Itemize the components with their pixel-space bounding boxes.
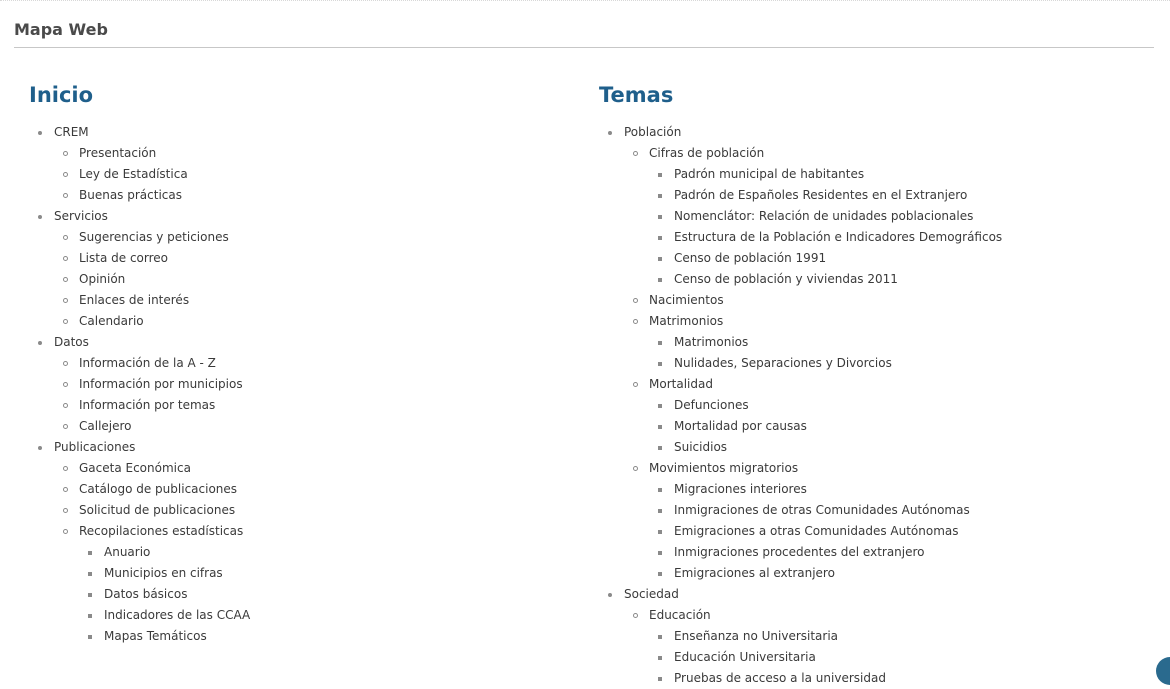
- sitemap-link[interactable]: Mortalidad por causas: [674, 419, 807, 433]
- bullet-icon: [63, 319, 68, 324]
- sitemap-link[interactable]: Población: [624, 125, 682, 139]
- bullet-icon: [38, 131, 42, 135]
- sitemap-link[interactable]: Enseñanza no Universitaria: [674, 629, 839, 643]
- sitemap-item-presentacion: [54, 143, 569, 164]
- sitemap-link[interactable]: Emigraciones al extranjero: [674, 566, 835, 580]
- bullet-icon: [63, 403, 68, 408]
- page-title: Mapa Web: [14, 20, 108, 39]
- bullet-icon: [658, 551, 662, 555]
- sitemap-item-mapas-tematicos: [79, 626, 569, 647]
- bullet-icon: [63, 508, 68, 513]
- sitemap-link[interactable]: Educación: [649, 608, 711, 622]
- sitemap-link[interactable]: Publicaciones: [54, 440, 136, 454]
- sitemap-link[interactable]: Gaceta Económica: [79, 461, 191, 475]
- bullet-icon: [88, 593, 92, 597]
- bullet-icon: [658, 425, 662, 429]
- sitemap-item-anuario: [79, 542, 569, 563]
- sitemap-item-datos-basicos: [79, 584, 569, 605]
- bullet-icon: [633, 319, 638, 324]
- sitemap-link[interactable]: Lista de correo: [79, 251, 169, 265]
- sitemap-item-nomenclator-relacion-de-unidades-poblacionales: [649, 206, 1159, 227]
- sitemap-link[interactable]: Ley de Estadística: [79, 167, 188, 181]
- sitemap-link[interactable]: Pruebas de acceso a la universidad: [674, 671, 886, 685]
- sitemap-item-ensenanza-no-universitaria: [649, 626, 1159, 647]
- sitemap-item-catalogo-de-publicaciones: [54, 479, 569, 500]
- sitemap-sublist: [649, 479, 1159, 584]
- bullet-icon: [88, 572, 92, 576]
- sitemap-item-matrimonios: [649, 332, 1159, 353]
- bullet-icon: [658, 656, 662, 660]
- sitemap-link[interactable]: Presentación: [79, 146, 157, 160]
- sitemap-link[interactable]: Nomenclátor: Relación de unidades poblacionales: [674, 209, 974, 223]
- sitemap-sublist: [79, 542, 569, 647]
- sitemap-item-servicios: [29, 206, 569, 332]
- sitemap-sublist: [649, 332, 1159, 374]
- temas-section: [599, 80, 1159, 689]
- sitemap-link[interactable]: Calendario: [79, 314, 144, 328]
- bullet-icon: [658, 488, 662, 492]
- sitemap-item-mortalidad-por-causas: [649, 416, 1159, 437]
- sitemap-link[interactable]: Opinión: [79, 272, 126, 286]
- bullet-icon: [658, 404, 662, 408]
- sitemap-item-callejero: [54, 416, 569, 437]
- bullet-icon: [658, 236, 662, 240]
- bullet-icon: [658, 677, 662, 681]
- sitemap-item-crem: [29, 122, 569, 206]
- bullet-icon: [658, 446, 662, 450]
- sitemap-item-gaceta-economica: [54, 458, 569, 479]
- sitemap-item-matrimonios: [624, 311, 1159, 374]
- bullet-icon: [63, 424, 68, 429]
- temas-tree: [599, 122, 1159, 689]
- top-divider: [0, 0, 1170, 1]
- sitemap-item-sociedad: [599, 584, 1159, 689]
- bullet-icon: [658, 635, 662, 639]
- sitemap-item-censo-de-poblacion-1991: [649, 248, 1159, 269]
- sitemap-item-lista-de-correo: [54, 248, 569, 269]
- bullet-icon: [658, 341, 662, 345]
- bullet-icon: [658, 509, 662, 513]
- sitemap-item-cifras-de-poblacion: [624, 143, 1159, 290]
- bullet-icon: [63, 466, 68, 471]
- sitemap-item-educacion-universitaria: [649, 647, 1159, 668]
- bullet-icon: [38, 341, 42, 345]
- temas-heading: Temas: [599, 83, 674, 107]
- sitemap-link[interactable]: Matrimonios: [674, 335, 749, 349]
- sitemap-item-recopilaciones-estadisticas: [54, 521, 569, 647]
- sitemap-link[interactable]: Cifras de población: [649, 146, 765, 160]
- bullet-icon: [633, 151, 638, 156]
- sitemap-item-poblacion: [599, 122, 1159, 584]
- sitemap-item-ley-de-estadistica: [54, 164, 569, 185]
- sitemap-link[interactable]: CREM: [54, 125, 89, 139]
- bullet-icon: [63, 529, 68, 534]
- bullet-icon: [38, 215, 42, 219]
- sitemap-item-informacion-por-municipios: [54, 374, 569, 395]
- bullet-icon: [658, 362, 662, 366]
- sitemap-link[interactable]: Inmigraciones de otras Comunidades Autónomas: [674, 503, 970, 517]
- inicio-heading: Inicio: [29, 83, 94, 107]
- bullet-icon: [633, 382, 638, 387]
- sitemap-link[interactable]: Catálogo de publicaciones: [79, 482, 238, 496]
- bullet-icon: [633, 298, 638, 303]
- sitemap-sublist: [649, 395, 1159, 458]
- sitemap-item-nacimientos: [624, 290, 1159, 311]
- sitemap-link[interactable]: Datos básicos: [104, 587, 188, 601]
- bullet-icon: [88, 614, 92, 618]
- sitemap-link[interactable]: Inmigraciones procedentes del extranjero: [674, 545, 925, 559]
- bullet-icon: [63, 487, 68, 492]
- sitemap-link[interactable]: Información de la A - Z: [79, 356, 216, 370]
- sitemap-item-opinion: [54, 269, 569, 290]
- sitemap-item-migraciones-interiores: [649, 479, 1159, 500]
- sitemap-item-educacion: [624, 605, 1159, 689]
- page-header: [14, 19, 1154, 48]
- sitemap-item-inmigraciones-de-otras-comunidades-autonomas: [649, 500, 1159, 521]
- sitemap-item-padron-de-espanoles-residentes-en-el-extranjero: [649, 185, 1159, 206]
- bullet-icon: [63, 298, 68, 303]
- sitemap-link[interactable]: Censo de población y viviendas 2011: [674, 272, 898, 286]
- sitemap-link[interactable]: Información por municipios: [79, 377, 243, 391]
- sitemap-link[interactable]: Padrón municipal de habitantes: [674, 167, 865, 181]
- sitemap-link[interactable]: Mapas Temáticos: [104, 629, 207, 643]
- sitemap-link[interactable]: Nacimientos: [649, 293, 724, 307]
- inicio-tree: [29, 122, 569, 647]
- bullet-icon: [88, 551, 92, 555]
- sitemap-link[interactable]: Servicios: [54, 209, 108, 223]
- sitemap-item-suicidios: [649, 437, 1159, 458]
- bullet-icon: [658, 572, 662, 576]
- bullet-icon: [63, 277, 68, 282]
- sitemap-item-informacion-de-la-a-z: [54, 353, 569, 374]
- bullet-icon: [608, 593, 612, 597]
- sitemap-link[interactable]: Nulidades, Separaciones y Divorcios: [674, 356, 892, 370]
- bullet-icon: [633, 466, 638, 471]
- sitemap-item-publicaciones: [29, 437, 569, 647]
- sitemap-link[interactable]: Estructura de la Población e Indicadores Demográficos: [674, 230, 1003, 244]
- sitemap-sublist: [649, 164, 1159, 290]
- bullet-icon: [63, 151, 68, 156]
- sitemap-link[interactable]: Sugerencias y peticiones: [79, 230, 229, 244]
- sitemap-link[interactable]: Suicidios: [674, 440, 728, 454]
- bullet-icon: [88, 635, 92, 639]
- sitemap-item-inmigraciones-procedentes-del-extranjero: [649, 542, 1159, 563]
- sitemap-link[interactable]: Buenas prácticas: [79, 188, 182, 202]
- sitemap-sublist: [54, 458, 569, 647]
- sitemap-link[interactable]: Emigraciones a otras Comunidades Autónomas: [674, 524, 959, 538]
- sitemap-item-emigraciones-a-otras-comunidades-autonomas: [649, 521, 1159, 542]
- sitemap-item-solicitud-de-publicaciones: [54, 500, 569, 521]
- sitemap-link[interactable]: Información por temas: [79, 398, 216, 412]
- sitemap-link[interactable]: Indicadores de las CCAA: [104, 608, 251, 622]
- bullet-icon: [63, 256, 68, 261]
- sitemap-link[interactable]: Migraciones interiores: [674, 482, 807, 496]
- sitemap-item-informacion-por-temas: [54, 395, 569, 416]
- inicio-section: [29, 80, 569, 647]
- bullet-icon: [608, 131, 612, 135]
- sitemap-item-mortalidad: [624, 374, 1159, 458]
- bullet-icon: [63, 382, 68, 387]
- sitemap-item-censo-de-poblacion-y-viviendas-2011: [649, 269, 1159, 290]
- bullet-icon: [658, 278, 662, 282]
- bullet-icon: [63, 235, 68, 240]
- sitemap-link[interactable]: Solicitud de publicaciones: [79, 503, 236, 517]
- sitemap-item-datos: [29, 332, 569, 437]
- sitemap-link[interactable]: Sociedad: [624, 587, 679, 601]
- sitemap-item-indicadores-de-las-ccaa: [79, 605, 569, 626]
- bullet-icon: [63, 193, 68, 198]
- sitemap-sublist: [624, 605, 1159, 689]
- sitemap-link[interactable]: Matrimonios: [649, 314, 724, 328]
- sitemap-item-municipios-en-cifras: [79, 563, 569, 584]
- sitemap-link[interactable]: Datos: [54, 335, 89, 349]
- sitemap-sublist: [649, 626, 1159, 689]
- sitemap-item-buenas-practicas: [54, 185, 569, 206]
- sitemap-item-pruebas-de-acceso-a-la-universidad: [649, 668, 1159, 689]
- sitemap-link[interactable]: Educación Universitaria: [674, 650, 816, 664]
- sitemap-item-defunciones: [649, 395, 1159, 416]
- sitemap-item-movimientos-migratorios: [624, 458, 1159, 584]
- bullet-icon: [658, 257, 662, 261]
- sitemap-item-padron-municipal-de-habitantes: [649, 164, 1159, 185]
- bullet-icon: [658, 173, 662, 177]
- sitemap-link[interactable]: Censo de población 1991: [674, 251, 827, 265]
- sitemap-link[interactable]: Anuario: [104, 545, 151, 559]
- sitemap-item-sugerencias-y-peticiones: [54, 227, 569, 248]
- sitemap-link[interactable]: Padrón de Españoles Residentes en el Extranjero: [674, 188, 968, 202]
- sitemap-link[interactable]: Defunciones: [674, 398, 749, 412]
- bullet-icon: [658, 194, 662, 198]
- bullet-icon: [63, 172, 68, 177]
- sitemap-sublist: [54, 227, 569, 332]
- sitemap-item-estructura-de-la-poblacion-e-indicadores-demograficos: [649, 227, 1159, 248]
- bullet-icon: [38, 446, 42, 450]
- sitemap-item-emigraciones-al-extranjero: [649, 563, 1159, 584]
- sitemap-link[interactable]: Mortalidad: [649, 377, 713, 391]
- sitemap-sublist: [54, 353, 569, 437]
- sitemap-sublist: [54, 143, 569, 206]
- sitemap-link[interactable]: Recopilaciones estadísticas: [79, 524, 244, 538]
- sitemap-item-calendario: [54, 311, 569, 332]
- sitemap-link[interactable]: Enlaces de interés: [79, 293, 190, 307]
- bullet-icon: [658, 215, 662, 219]
- bullet-icon: [63, 361, 68, 366]
- bullet-icon: [633, 613, 638, 618]
- sitemap-link[interactable]: Movimientos migratorios: [649, 461, 799, 475]
- sitemap-sublist: [624, 143, 1159, 584]
- sitemap-link[interactable]: Municipios en cifras: [104, 566, 223, 580]
- sitemap-item-enlaces-de-interes: [54, 290, 569, 311]
- sitemap-link[interactable]: Callejero: [79, 419, 132, 433]
- bullet-icon: [658, 530, 662, 534]
- sitemap-item-nulidades-separaciones-y-divorcios: [649, 353, 1159, 374]
